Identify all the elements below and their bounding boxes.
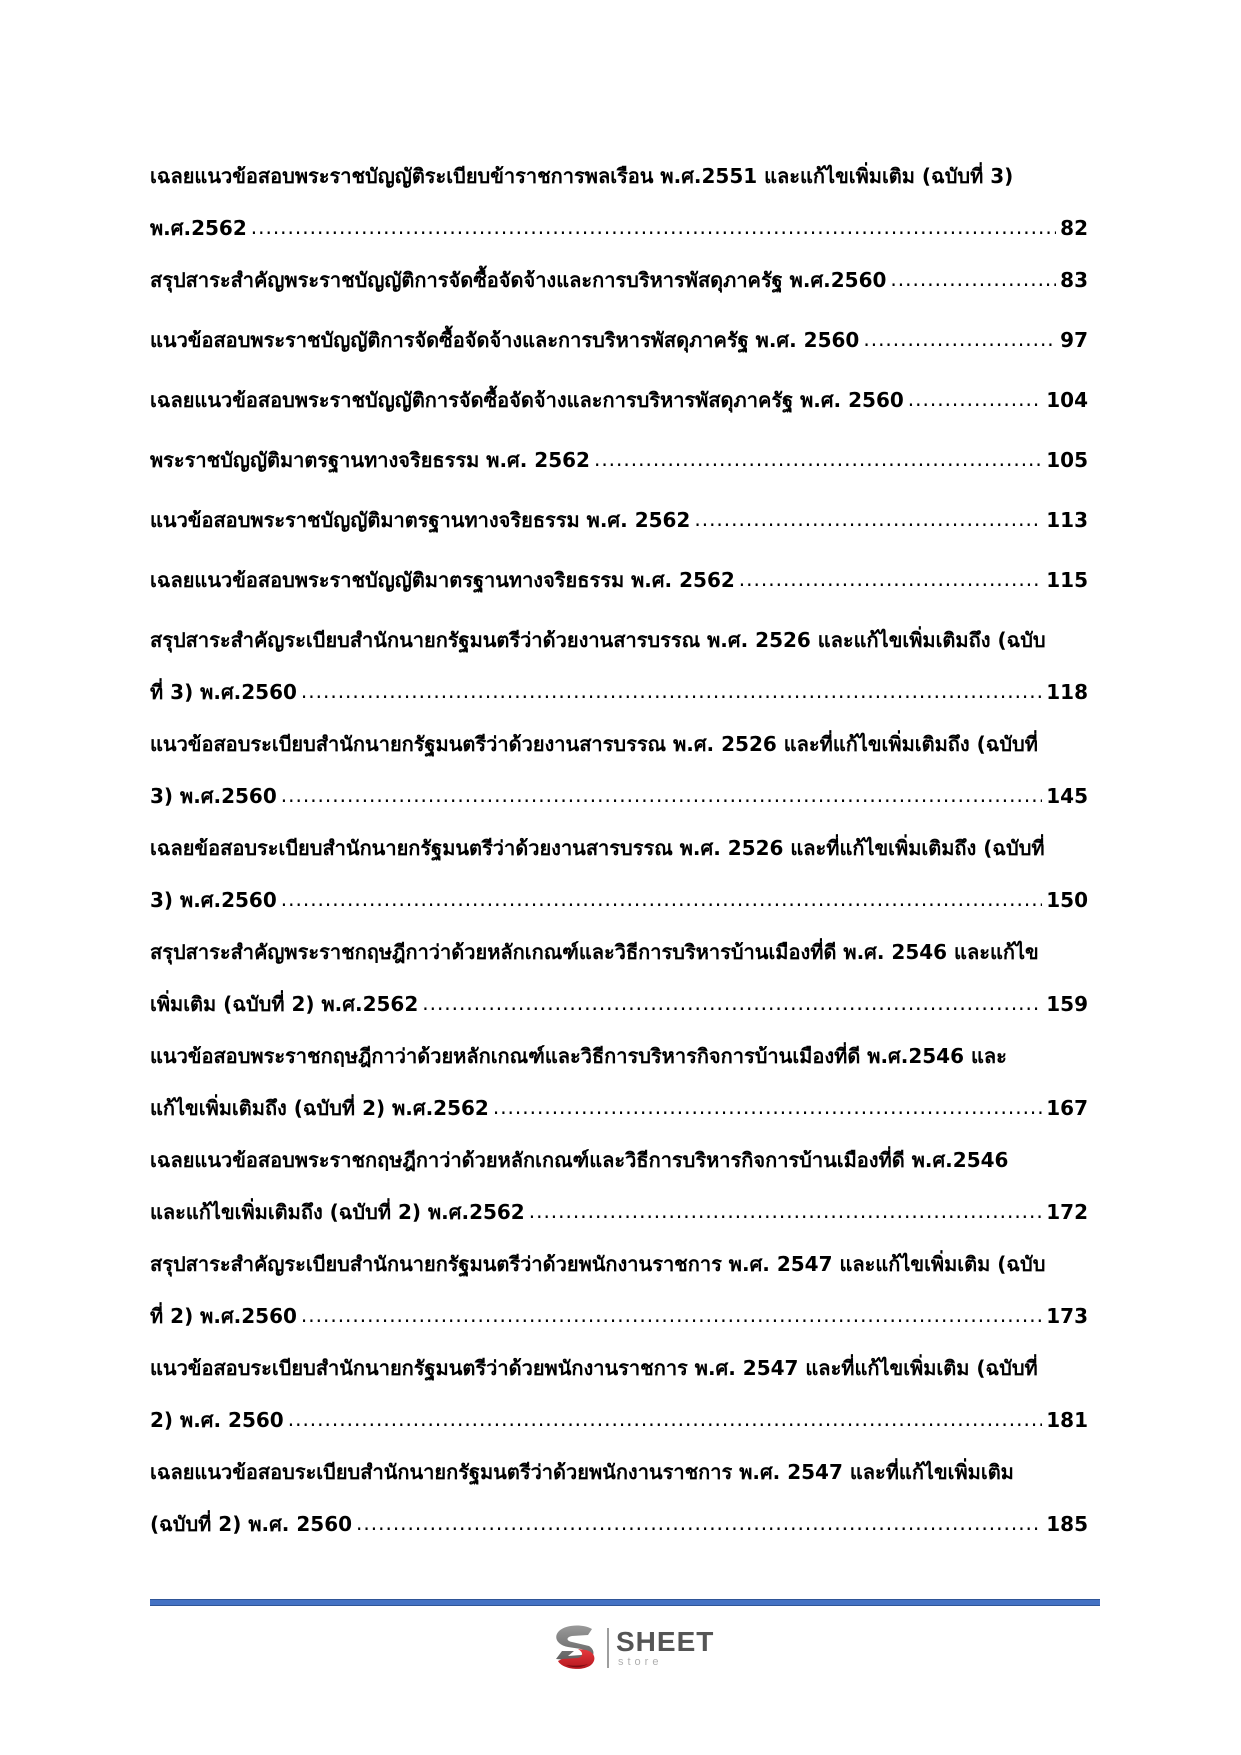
toc-entry-last-line xyxy=(150,554,1088,606)
toc-dot-leader xyxy=(301,1289,1042,1341)
toc-dot-leader xyxy=(890,253,1056,305)
toc-entry[interactable] xyxy=(150,718,1088,822)
toc-entry-title-line: เฉลยแนวข้อสอบระเบียบสำนักนายกรัฐมนตรีว่าด้วยพนักงานราชการ พ.ศ. 2547 และที่แก้ไขเพิ่มเติม xyxy=(150,1460,1014,1484)
toc-entry-last-line xyxy=(150,314,1088,366)
toc-entry-last-line xyxy=(150,1186,1088,1238)
toc-entry-title-line: สรุปสาระสำคัญพระราชบัญญัติการจัดซื้อจัดจ้างและการบริหารพัสดุภาครัฐ พ.ศ.2560 xyxy=(150,268,887,292)
toc-entry[interactable] xyxy=(150,614,1088,718)
toc-dot-leader xyxy=(288,1393,1043,1445)
toc-entry-title-line: แนวข้อสอบพระราชบัญญัติมาตรฐานทางจริยธรรม พ.ศ. 2562 xyxy=(150,508,691,532)
toc-entry-title-line: 3) พ.ศ.2560 xyxy=(150,784,277,808)
toc-entry-title-line: สรุปสาระสำคัญระเบียบสำนักนายกรัฐมนตรีว่าด้วยพนักงานราชการ พ.ศ. 2547 และแก้ไขเพิ่มเติม (ฉบับ xyxy=(150,1252,1046,1276)
toc-entry-last-line xyxy=(150,494,1088,546)
toc-page-number: 185 xyxy=(1046,1512,1088,1536)
toc-dot-leader xyxy=(863,313,1056,365)
logo-subtext: store xyxy=(618,1656,663,1668)
toc-dot-leader xyxy=(422,977,1042,1029)
toc-dot-leader xyxy=(251,201,1056,253)
toc-entry-last-line xyxy=(150,254,1088,306)
toc-entry-title-line: เพิ่มเติม (ฉบับที่ 2) พ.ศ.2562 xyxy=(150,992,419,1016)
sheet-store-s-logo-icon xyxy=(548,1621,602,1675)
toc-entry-title-line: 3) พ.ศ.2560 xyxy=(150,888,277,912)
toc-dot-leader xyxy=(529,1185,1043,1237)
toc-entry-last-line xyxy=(150,874,1088,926)
toc-entry-title-line: เฉลยแนวข้อสอบพระราชบัญญัติการจัดซื้อจัดจ้างและการบริหารพัสดุภาครัฐ พ.ศ. 2560 xyxy=(150,388,904,412)
toc-entry-title-line: (ฉบับที่ 2) พ.ศ. 2560 xyxy=(150,1512,353,1536)
toc-dot-leader xyxy=(694,493,1042,545)
toc-entry-title-line: พระราชบัญญัติมาตรฐานทางจริยธรรม พ.ศ. 2562 xyxy=(150,448,590,472)
toc-page-number: 82 xyxy=(1060,216,1088,240)
toc-page-number: 167 xyxy=(1046,1096,1088,1120)
toc-entry-last-line xyxy=(150,434,1088,486)
toc-entry[interactable] xyxy=(150,926,1088,1030)
toc-entry-title-line: แนวข้อสอบระเบียบสำนักนายกรัฐมนตรีว่าด้วยงานสารบรรณ พ.ศ. 2526 และที่แก้ไขเพิ่มเติมถึง (ฉบับที่ xyxy=(150,732,1038,756)
toc-entry[interactable] xyxy=(150,1134,1088,1238)
toc-entry[interactable] xyxy=(150,1342,1088,1446)
toc-entry-last-line xyxy=(150,666,1088,718)
toc-entry-last-line xyxy=(150,770,1088,822)
toc-page-number: 104 xyxy=(1046,388,1088,412)
toc-page-number: 173 xyxy=(1046,1304,1088,1328)
toc-entry-title-line: แนวข้อสอบระเบียบสำนักนายกรัฐมนตรีว่าด้วยพนักงานราชการ พ.ศ. 2547 และที่แก้ไขเพิ่มเติม (ฉบับที่ xyxy=(150,1356,1038,1380)
toc-page-number: 118 xyxy=(1046,680,1088,704)
footer-rule xyxy=(150,1599,1100,1606)
toc-dot-leader xyxy=(739,553,1042,605)
toc-entry[interactable] xyxy=(150,1030,1088,1134)
toc-dot-leader xyxy=(493,1081,1042,1133)
toc-dot-leader xyxy=(356,1497,1042,1549)
toc-entry[interactable] xyxy=(150,150,1088,254)
toc-entry-title-line: เฉลยแนวข้อสอบพระราชบัญญัติมาตรฐานทางจริยธรรม พ.ศ. 2562 xyxy=(150,568,735,592)
toc-entry-title-line: แก้ไขเพิ่มเติมถึง (ฉบับที่ 2) พ.ศ.2562 xyxy=(150,1096,489,1120)
logo-text xyxy=(616,1628,714,1668)
toc-entry-title-line: แนวข้อสอบพระราชบัญญัติการจัดซื้อจัดจ้างและการบริหารพัสดุภาครัฐ พ.ศ. 2560 xyxy=(150,328,860,352)
toc-page-number: 115 xyxy=(1046,568,1088,592)
toc-entry-last-line xyxy=(150,374,1088,426)
toc-entry-last-line xyxy=(150,1290,1088,1342)
toc-entry-title-line: เฉลยข้อสอบระเบียบสำนักนายกรัฐมนตรีว่าด้วยงานสารบรรณ พ.ศ. 2526 และที่แก้ไขเพิ่มเติมถึง (ฉบับที่ xyxy=(150,836,1045,860)
toc-page-number: 181 xyxy=(1046,1408,1088,1432)
toc-entry-title-line: และแก้ไขเพิ่มเติมถึง (ฉบับที่ 2) พ.ศ.2562 xyxy=(150,1200,525,1224)
toc-entry-last-line xyxy=(150,1082,1088,1134)
toc-page-number: 145 xyxy=(1046,784,1088,808)
toc-entry[interactable] xyxy=(150,554,1088,606)
toc-entry[interactable] xyxy=(150,1238,1088,1342)
toc-entry-title-line: สรุปสาระสำคัญระเบียบสำนักนายกรัฐมนตรีว่าด้วยงานสารบรรณ พ.ศ. 2526 และแก้ไขเพิ่มเติมถึง (ฉบับ xyxy=(150,628,1046,652)
toc-page-number: 97 xyxy=(1060,328,1088,352)
toc-entry[interactable] xyxy=(150,494,1088,546)
toc-entry[interactable] xyxy=(150,314,1088,366)
toc-dot-leader xyxy=(908,373,1042,425)
toc-entry-title-line: ที่ 2) พ.ศ.2560 xyxy=(150,1304,297,1328)
table-of-contents xyxy=(150,150,1088,1550)
toc-entry[interactable] xyxy=(150,1446,1088,1550)
toc-entry-title-line: สรุปสาระสำคัญพระราชกฤษฎีกาว่าด้วยหลักเกณฑ์และวิธีการบริหารบ้านเมืองที่ดี พ.ศ. 2546 และแก้ไข xyxy=(150,940,1039,964)
toc-entry-title-line: เฉลยแนวข้อสอบพระราชกฤษฎีกาว่าด้วยหลักเกณฑ์และวิธีการบริหารกิจการบ้านเมืองที่ดี พ.ศ.2546 xyxy=(150,1148,1009,1172)
toc-entry-last-line xyxy=(150,978,1088,1030)
toc-entry[interactable] xyxy=(150,822,1088,926)
toc-entry-title-line: พ.ศ.2562 xyxy=(150,216,247,240)
toc-entry-title-line: เฉลยแนวข้อสอบพระราชบัญญัติระเบียบข้าราชการพลเรือน พ.ศ.2551 และแก้ไขเพิ่มเติม (ฉบับที่ 3) xyxy=(150,164,1014,188)
toc-entry-last-line xyxy=(150,1394,1088,1446)
logo-separator xyxy=(607,1628,609,1668)
toc-entry[interactable] xyxy=(150,254,1088,306)
toc-page-number: 105 xyxy=(1046,448,1088,472)
toc-entry-title-line: แนวข้อสอบพระราชกฤษฎีกาว่าด้วยหลักเกณฑ์และวิธีการบริหารกิจการบ้านเมืองที่ดี พ.ศ.2546 และ xyxy=(150,1044,1007,1068)
toc-page-number: 150 xyxy=(1046,888,1088,912)
toc-dot-leader xyxy=(281,769,1042,821)
toc-dot-leader xyxy=(594,433,1042,485)
toc-entry-last-line xyxy=(150,202,1088,254)
sheet-store-logo xyxy=(548,1620,728,1676)
toc-dot-leader xyxy=(281,873,1042,925)
toc-entry[interactable] xyxy=(150,374,1088,426)
toc-entry[interactable] xyxy=(150,434,1088,486)
toc-entry-title-line: 2) พ.ศ. 2560 xyxy=(150,1408,284,1432)
toc-page-number: 159 xyxy=(1046,992,1088,1016)
toc-dot-leader xyxy=(301,665,1042,717)
toc-page-number: 83 xyxy=(1060,268,1088,292)
toc-entry-title-line: ที่ 3) พ.ศ.2560 xyxy=(150,680,297,704)
logo-word: SHEET xyxy=(616,1626,715,1657)
toc-page-number: 172 xyxy=(1046,1200,1088,1224)
toc-entry-last-line xyxy=(150,1498,1088,1550)
toc-page-number: 113 xyxy=(1046,508,1088,532)
